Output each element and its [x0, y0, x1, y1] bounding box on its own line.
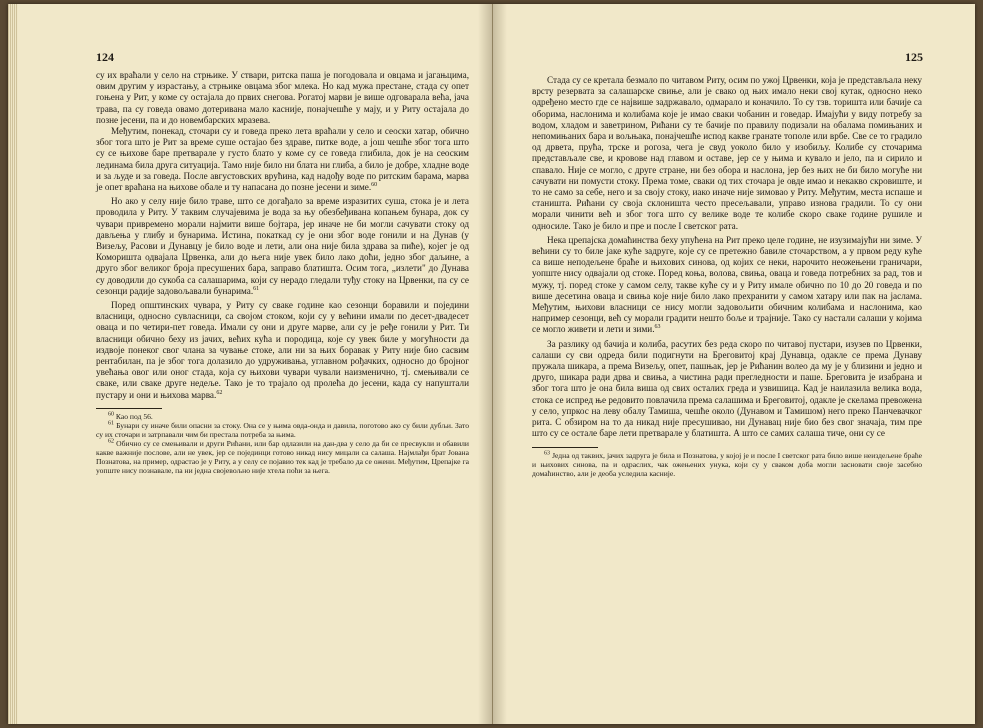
footnote: $^{61}$ Бунари су иначе били опасни за стоку. Она се у њима овда-онда и давила, поготово ако су били дубљи. Зато су их сточари и затрпавали чим би престала потреба за њима.: [96, 420, 469, 439]
left-page-text: [96, 70, 469, 475]
paragraph: Нека црепајска домаћинства беху упућена на Рит преко целе године, не изузимајући ни зиме. У већини су то биле јаке куће задруге, које су се претежно бавиле сточарством, а у првом реду куће са више неподељене браће и њихових синова, од којих се неки, нарочито неожењени граничари, уопште нису одвајали од стоке. Поред коња, волова, свиња, оваца и говеда потребних за рад, тов и мужу, тј. поред стоке у самом селу, такве куће су и у Риту имале обично по 10 до 20 говеда и по више десетина оваца и свиња које није било лако прехранити у самом хатару или пак на јаслама. Међутим, њихови власници се нису могли задовољити обичним колибама и наслонима, као например сезонци, већ су морали градити нешто боље и трајније. Тако су настали салаши у којима се могло живети и лети и зими.$^{63}$: [532, 234, 922, 335]
paragraph: су их враћали у село на стрњике. У ствари, ритска паша је погодовала и овцама и јагањцима, овим другим у израстању, а стрњике овцама због млека. Но кад мужа престане, стада су опет гоњена у Рит, у коме су остајала до првих снегова. Рогатој марви је више одговарала већа, јача трава, па су говеда овамо дотеривана мало касније, понајчешће у мају, и у Риту остајала до позне јесени, па и до новембарских мразева.: [96, 70, 469, 125]
footnote-divider: [532, 447, 598, 448]
gutter-shadow: [493, 4, 507, 724]
footnote-ref: 62: [216, 389, 223, 396]
footnote: $^{62}$ Обично су се смењивали и други Рићани, или бар одлазили на дан-два у село да би се пресвукли и обавили какве важније послове, али не увек, јер се појединци готово никад нису мицали са салаша. Најмлађи брат Јована Познатова, на пример, одрастао је у Риту, а у селу се појавио тек кад је требало да се ожени. Међутим, Црепајке га уопште нису познавале, па ни једна својевољно није хтела поћи за њега.: [96, 438, 469, 475]
footnote: $^{63}$ Једна од таквих, јачих задруга је била и Познатова, у којој је и после I светског рата било више неиздељене браће и њихових синова, па и одраслих, чак ожењених унука, који су у сваком доба могли засновати своје засебно домаћинство, али је деоба уследила касније.: [532, 449, 922, 478]
footnote: $^{60}$ Као под 56.: [108, 411, 153, 421]
gutter-shadow: [478, 4, 492, 724]
paragraph: Но ако у селу није било траве, што се догађало за време изразитих суша, стока је и лета проводила у Риту. У таквим случајевима је вода за њу обезбеђивана копањем бунара, док су чувари привремено морали најмити више бојтара, јер иначе не би могли сачувати стоку од дављења у глибу и бунарима. Истина, покаткад су је они због воде гонили и на Дунав (у Визељу, Расови и Дунавцу је било воде и лети, али она није била здрава за пиће), којег је од Коморишта одвајала Црвенка, али до њега није увек било лако доћи, једно због даљине, а друго због великог броја пресушених бара, заправо блатишта. Осим тога, „излети" до Дунава су доводили до сукоба са салашарима, који су нерадо гледали туђу стоку на Црвенки, па су се сезонци радије задовољавали бунарима.$^{61}$: [96, 196, 469, 296]
paragraph: Поред општинских чувара, у Риту су сваке године као сезонци боравили и поједини власници, односно сувласници, са својом стоком, који су у већини имали по десет-двадесет оваца и по четири-пет говеда. Имали су они и друге марве, али су је ређе гонили у Рит. Ти власници обично беху из јачих, већих кућа и породица, које су увек биле у могућности да издвоје понеког свог члана за чување стоке, али ни за њих боравак у Риту није био сасвим рентабилан, па је због тога долазило до удруживања, углавном рођачких, односно до бројног увећања овог или оног стада, која су њихови чувари чували наизменично, тј. смењивали се сваке, или сваке друге недеље. Тако је то трајало од пролећа до јесени, када су напуштали пустару и они и њихова марва.$^{62}$: [96, 300, 469, 400]
right-page: [493, 4, 975, 724]
page-number: 125: [905, 50, 923, 64]
footnote-divider: [96, 408, 162, 409]
footnote-ref: 63: [654, 324, 661, 331]
footnote-ref: 60: [371, 181, 378, 188]
paragraph: Стада су се кретала безмало по читавом Риту, осим по ужој Црвенки, која је представљала неку врсту резервата за салашарске свиње, али је свако од њих имало неки свој кутак, односно некo одређено место где се највише задржавало, одмарало и коначило. То су тзв. торишта или бачије са оборима, наслонима и колибама које је имао сваки чобанин и говедар. Имајући у виду потребу за водом, хладом и заветрином, Рићани су те бачије по правилу подизали на обалама помињаних и непомињаних бара и вољњака, понајчешће испод какве гранате тополе или врбе. Све се то градило од дрвета, прућа, трске и рогоза, чега је свуд уоколо било у изобиљу. Колибе су сточарима представљале све, и кровове над главом и оставе, јер се у њима и кувало и јело, па и сирило и спавало. Није се могло, с друге стране, ни без обора и наслона, јер без њих не би било могуће ни сачувати ни помусти стоку. Према томе, сваки од тих сточара је овде имао и некакво скровиште, и то не само за себе, него и за своју стоку, иако иначе није зимовао у Риту. Међутим, места испаше и станишта. Рићани су своја склоништа често пресељавали, управо изнова градили. То су они морали чинити већ и због тога што су велике воде те колибе скоро сваке године рушиле и односиле. Тако је било и пре и после I светског рата.: [532, 75, 922, 231]
paragraph: За разлику од бачија и колиба, расутих без реда скоро по читавој пустари, изузев по Црвенки, салаши су сви одреда били подигнути на Бреговитој крај Дунавца, одакле се према Дунаву пружала шикара, а према Визељу, опет, пашњак, јер је Рићанин волео да му је у близини и једно и друго, шикара ради дрва и свиња, а чистина ради прегледности и паше. Бреговита је изабрана и због тога што је она била виша од свих осталих греда и узвишица. Кад је наилазила велика вода, стока се испред ње редовито повлачила према салашима и Бреговитој, одакле је скелама превожена у село, упркос на леву обалу Тамиша, чешће около (Дунавом и Тамишом) него преко Панчевачког рита. С обзиром на то да никад није пресушивао, ни Дунавац није био без свог значаја, тим пре што су се остале баре лети претварале у блатишта. А што се самих салаша тиче, они су се: [532, 338, 922, 439]
left-page: [8, 4, 493, 724]
right-page-text: [532, 75, 922, 478]
paragraph: Међутим, понекад, сточари су и говеда преко лета враћали у село и сеоски хатар, обично због тога што је Рит за време суше остајао без здраве, питке воде, а још чешће због тога што су се њихове баре претварале у густо блато у коме су се говеда глибила, док је на сеоским лединама била друга ситуација. Тамо није било ни блата ни глиба, а било је добре, хладне воде и за људе и за говеда. После августовских врућина, кад надођу воде по ритским барама, марва је опет враћана на њихове обале и ту напасана до позне јесени и зиме.$^{60}$: [96, 126, 469, 193]
book-spread: [8, 4, 975, 724]
footnote-ref: 61: [253, 285, 260, 292]
page-number: 124: [96, 50, 114, 64]
